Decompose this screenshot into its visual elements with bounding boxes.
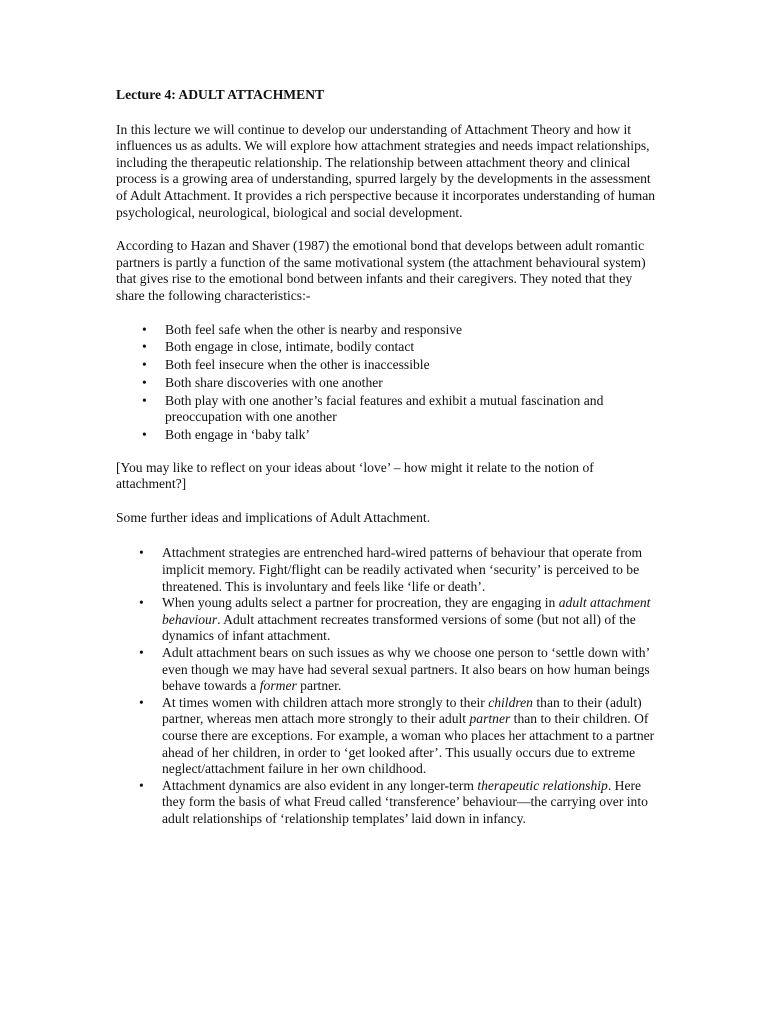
list-item-text: When young adults select a partner for procreation, they are engaging in <box>162 595 559 611</box>
emphasis-text: children <box>488 694 533 710</box>
list-item-text: Both feel insecure when the other is inaccessible <box>165 357 430 373</box>
hazan-shaver-paragraph: According to Hazan and Shaver (1987) the emotional bond that develops between adult romantic partners is partly a function of the same motivational system (the attachment behavioural system) that gives rise to the emotional bond between infants and their caregivers. They noted that they share the following characteristics:- <box>116 238 646 303</box>
bullet-icon: • <box>139 777 144 793</box>
bullet-icon: • <box>142 427 147 443</box>
list-item <box>142 321 656 339</box>
list-item-text: Adult attachment bears on such issues as why we choose one person to ‘settle down with’ even though we may have had several sexual partners. It also bears on how human beings behave towards a <box>162 644 650 694</box>
emphasis-text: former <box>259 678 297 694</box>
further-ideas-heading: Some further ideas and implications of Adult Attachment. <box>116 509 431 525</box>
bullet-icon: • <box>139 644 144 660</box>
emphasis-text: therapeutic relationship <box>477 777 608 793</box>
bullet-icon: • <box>142 339 147 355</box>
list-item-text: Both engage in close, intimate, bodily contact <box>165 339 415 355</box>
bullet-icon: • <box>139 545 144 561</box>
list-item-text: Attachment dynamics are also evident in any longer-term <box>162 777 478 793</box>
bullet-icon: • <box>142 374 147 390</box>
list-item <box>142 427 656 444</box>
list-item-text: At times women with children attach more strongly to their <box>162 694 489 710</box>
list-item <box>142 339 656 356</box>
bullet-icon: • <box>139 595 144 611</box>
list-item <box>139 694 662 778</box>
characteristics-list <box>116 322 656 444</box>
bullet-icon: • <box>142 392 147 408</box>
list-item <box>139 644 662 695</box>
list-item-text: . Adult attachment recreates transformed versions of some (but not all) of the dynamics of infant attachment. <box>162 611 636 644</box>
list-item <box>142 374 656 392</box>
implications-list <box>116 545 662 827</box>
lecture-title: Lecture 4: ADULT ATTACHMENT <box>116 87 325 102</box>
list-item <box>139 777 662 828</box>
list-item-text: Both play with one another’s facial features and exhibit a mutual fascination and preoccupation with one another <box>165 392 604 425</box>
reflection-paragraph: [You may like to reflect on your ideas about ‘love’ – how might it relate to the notion of attachment?] <box>116 459 594 492</box>
list-item-text: . Here they form the basis of what Freud called ‘transference’ behaviour—the carrying over into adult relationships of ‘relationship templates’ laid down in infancy. <box>162 777 648 826</box>
list-item-text: than to their (adult) partner, whereas men attach more strongly to their adult <box>162 694 642 727</box>
list-item <box>139 595 662 645</box>
intro-paragraph: In this lecture we will continue to develop our understanding of Attachment Theory and how it influences us as adults. We will explore how attachment strategies and needs impact relationships, including the therapeutic relationship. The relationship between attachment theory and clinical process is a growing area of understanding, spurred largely by the developments in the assessment of Adult Attachment. It provides a rich perspective because it incorporates understanding of human psychological, neurological, biological and social development. <box>116 121 656 220</box>
list-item-text: than to their children. Of course there are exceptions. For example, a woman who places her attachment to a partner ahead of her children, in order to ‘get looked after’. This usually occurs due to extreme neglect/attachment failure in her own childhood. <box>162 711 655 777</box>
list-item-text: Both feel safe when the other is nearby and responsive <box>165 321 463 337</box>
bullet-icon: • <box>142 357 147 373</box>
list-item-text: Both engage in ‘baby talk’ <box>165 427 310 443</box>
list-item <box>142 357 656 374</box>
emphasis-text: partner <box>469 711 511 727</box>
emphasis-text: adult attachment behaviour <box>162 595 651 627</box>
list-item <box>139 545 662 595</box>
list-item-text: Both share discoveries with one another <box>165 374 383 390</box>
list-item-text: partner. <box>296 678 342 694</box>
bullet-icon: • <box>142 321 147 337</box>
document-page <box>116 87 656 828</box>
list-item <box>142 392 656 426</box>
bullet-icon: • <box>139 694 144 710</box>
list-item-text: Attachment strategies are entrenched hard-wired patterns of behaviour that operate from implicit memory. Fight/flight can be readily activated when ‘security’ is perceived to be threatened. This is involuntary and feels like ‘life or death’. <box>162 545 643 594</box>
